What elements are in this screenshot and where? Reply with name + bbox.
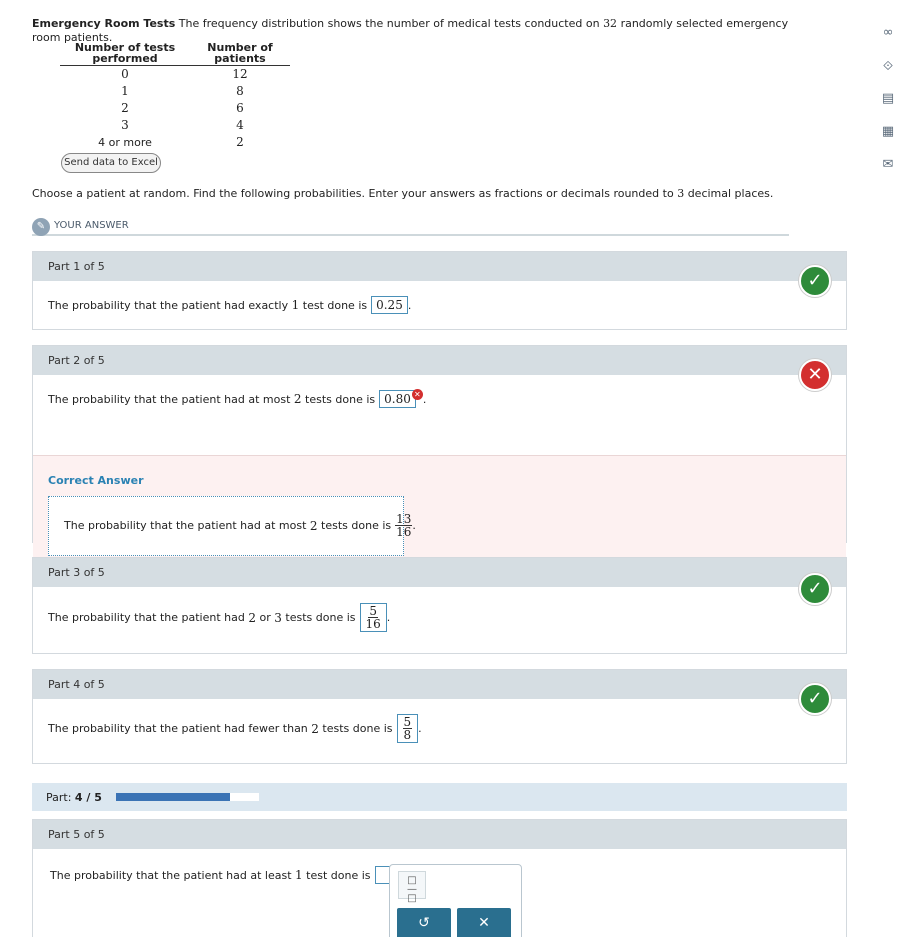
fraction-denominator: 8 <box>403 728 412 742</box>
x-icon: ✕ <box>799 359 831 391</box>
question-text-2: tests done is <box>321 519 392 532</box>
instructions <box>32 187 773 201</box>
progress-fill <box>116 793 230 801</box>
question-num: 1 <box>291 298 300 312</box>
part-3-answer-input[interactable] <box>360 603 387 632</box>
question-text: The probability that the patient had at least <box>50 868 292 882</box>
cell-tests: 3 <box>121 118 129 132</box>
part-4-header: Part 4 of 5 <box>33 670 846 699</box>
question-num: 2 <box>311 721 319 736</box>
table-row <box>60 83 290 100</box>
period: . <box>386 611 391 624</box>
period: . <box>422 392 427 406</box>
cell-tests: 1 <box>121 84 129 98</box>
part-5-header: Part 5 of 5 <box>33 820 846 849</box>
question-text-2: tests done is <box>322 722 393 735</box>
instructions-text-after: decimal places. <box>687 187 774 200</box>
instructions-text: Choose a patient at random. Find the following probabilities. Enter your answers as fractions or decimals rounded to <box>32 187 674 200</box>
progress-label <box>46 791 102 804</box>
question-text-2: tests done is <box>285 611 356 624</box>
table-header <box>60 42 290 66</box>
part-1-answer-input[interactable]: 0.25 <box>371 296 408 314</box>
correct-answer-title: Correct Answer <box>48 474 144 487</box>
correct-answer-text <box>64 513 416 538</box>
period: . <box>418 722 422 735</box>
question-text-2: tests done is <box>305 392 376 406</box>
table-row <box>60 117 290 134</box>
your-answer-header <box>32 218 789 236</box>
part-5-question <box>50 866 396 884</box>
instructions-num: 3 <box>677 187 685 200</box>
header-tests: Number of tests performed <box>74 41 176 65</box>
question-or: or <box>259 611 271 624</box>
question-num-2: 3 <box>274 610 282 625</box>
cell-tests: 4 or more <box>98 136 152 149</box>
question-text: The probability that the patient had exactly <box>48 298 289 312</box>
part-4-answer-input[interactable] <box>397 714 419 743</box>
fraction-numerator: 13 <box>396 512 412 526</box>
part-3-panel <box>32 557 847 654</box>
math-palette <box>389 864 522 937</box>
question-num: 2 <box>309 518 318 533</box>
question-num: 2 <box>293 392 302 406</box>
period: . <box>407 298 412 312</box>
cell-tests: 2 <box>121 101 129 115</box>
frequency-table <box>60 42 290 151</box>
check-icon: ✓ <box>799 265 831 297</box>
cell-patients: 6 <box>236 101 244 115</box>
progress-bar <box>32 783 847 811</box>
fraction-numerator: 5 <box>403 715 412 729</box>
check-icon: ✓ <box>799 683 831 715</box>
table-row <box>60 134 290 151</box>
header-patients: Number of patients <box>207 41 273 65</box>
cell-patients: 2 <box>236 135 244 149</box>
mail-icon[interactable]: ✉ <box>882 157 894 172</box>
fraction-denominator: 16 <box>365 617 381 631</box>
pencil-icon: ✎ <box>32 218 50 236</box>
clear-button[interactable]: ✕ <box>457 908 511 937</box>
part-4-panel <box>32 669 847 764</box>
correct-fraction <box>395 513 412 538</box>
question-text: The probability that the patient had <box>48 611 245 624</box>
table-row <box>60 100 290 117</box>
part-2-panel <box>32 345 847 543</box>
question-text: The probability that the patient had fewer than <box>48 722 308 735</box>
part-3-header: Part 3 of 5 <box>33 558 846 587</box>
check-icon: ✓ <box>799 573 831 605</box>
undo-button[interactable]: ↺ <box>397 908 451 937</box>
cell-patients: 12 <box>232 67 248 81</box>
intro-count: 32 <box>603 17 618 30</box>
problem-title: Emergency Room Tests <box>32 17 176 30</box>
progress-value: 4 / 5 <box>74 791 102 804</box>
your-answer-label: YOUR ANSWER <box>54 220 129 231</box>
part-2-question <box>48 390 426 408</box>
progress-label-text: Part: <box>46 791 72 804</box>
question-text: The probability that the patient had at most <box>48 392 291 406</box>
fraction-template-icon[interactable]: □ — □ <box>398 871 426 899</box>
navigate-icon[interactable]: ⟐ <box>882 59 894 74</box>
part-1-question <box>48 296 411 314</box>
part-3-question <box>48 603 390 632</box>
calculator-icon[interactable]: ▦ <box>881 124 895 139</box>
part-1-panel <box>32 251 847 330</box>
cell-patients: 8 <box>236 84 244 98</box>
part-2-answer-input[interactable]: 0.80 <box>379 390 416 408</box>
part-1-header: Part 1 of 5 <box>33 252 846 281</box>
intro-text: The frequency distribution shows the number of medical tests conducted on <box>178 17 600 30</box>
period: . <box>412 519 416 532</box>
send-to-excel-button[interactable]: Send data to Excel <box>61 153 161 173</box>
infinity-icon[interactable]: ∞ <box>882 25 894 40</box>
question-num: 2 <box>248 610 257 625</box>
cell-patients: 4 <box>236 118 244 132</box>
question-text-2: test done is <box>302 298 368 312</box>
intro-text-after: randomly selected emergency room patients. <box>32 17 789 44</box>
table-row <box>60 66 290 83</box>
correct-answer-box <box>48 496 416 556</box>
correct-answer-area <box>33 455 846 569</box>
notes-icon[interactable]: ▤ <box>881 91 895 106</box>
question-text-2: test done is <box>306 868 371 882</box>
fraction-denominator: 16 <box>396 525 412 539</box>
part-2-header: Part 2 of 5 <box>33 346 846 375</box>
part-4-question <box>48 714 422 743</box>
question-num: 1 <box>295 868 303 882</box>
progress-track <box>116 793 259 801</box>
wrong-mark-icon: ✕ <box>412 389 423 400</box>
question-text: The probability that the patient had at most <box>64 519 307 532</box>
fraction-numerator: 5 <box>369 604 377 618</box>
cell-tests: 0 <box>121 67 129 81</box>
